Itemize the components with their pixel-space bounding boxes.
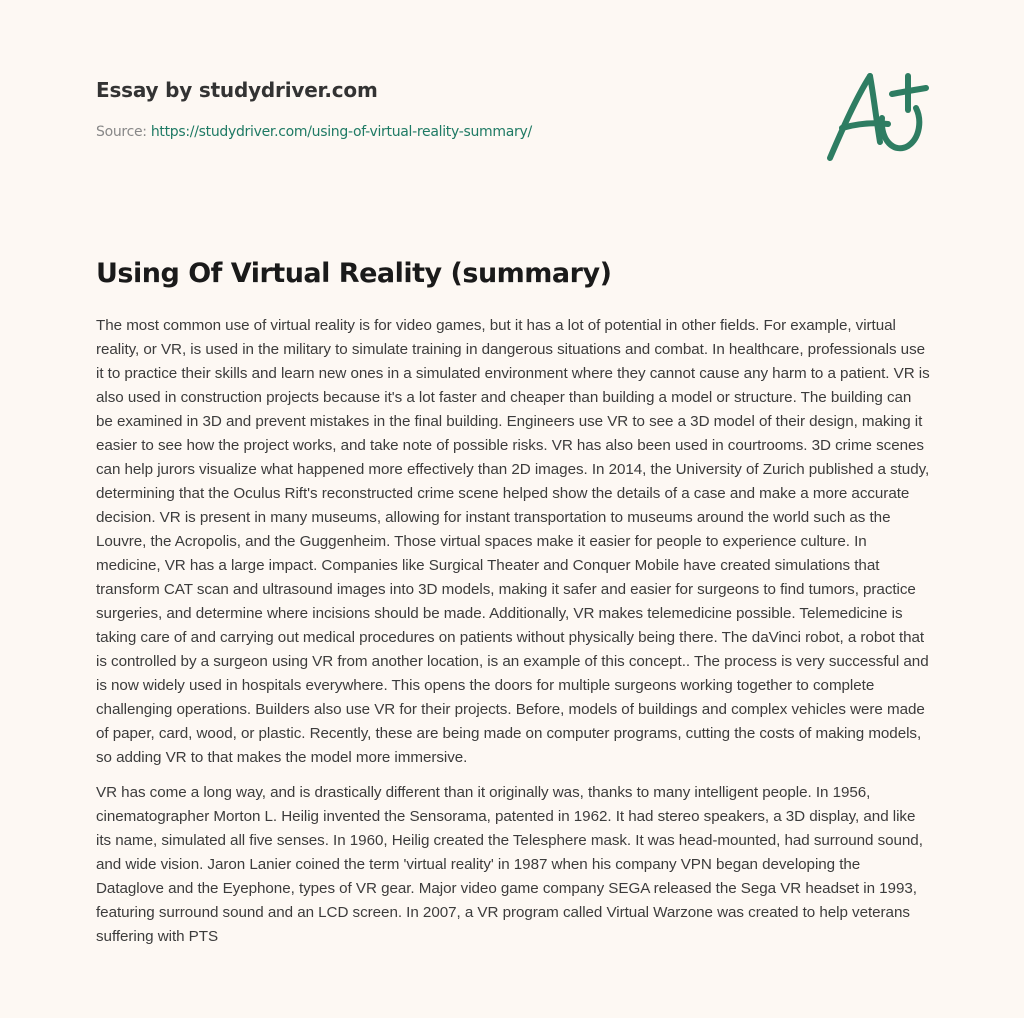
page-header [96, 76, 796, 142]
site-title: Essay by studydriver.com [96, 78, 378, 102]
essay-title: Using Of Virtual Reality (summary) [96, 258, 612, 289]
essay-paragraph: VR has come a long way, and is drastically different than it originally was, thanks to many intelligent people. In 1956, cinematographer Morton L. Heilig invented the Sensorama, patented in 1962. It had stereo speakers, a 3D display, and like its name, simulated all five senses. In 1960, Heilig created the Telesphere mask. It was head-mounted, had surround sound, and wide vision. Jaron Lanier coined the term 'virtual reality' in 1987 when his company VPN began developing the Dataglove and the Eyephone, types of VR gear. Major video game company SEGA released the Sega VR headset in 1993, featuring surround sound and an LCD screen. In 2007, a VR program called Virtual Warzone was created to help veterans suffering with PTS [96, 784, 923, 945]
essay-paragraph: The most common use of virtual reality is for video games, but it has a lot of potential in other fields. For example, virtual reality, or VR, is used in the military to simulate training in dangerous situations and combat. In healthcare, professionals use it to practice their skills and learn new ones in a simulated environment where they cannot cause any harm to a patient. VR is also used in construction projects because it's a lot faster and cheaper than building a model or structure. The building can be examined in 3D and prevent mistakes in the final building. Engineers use VR to see a 3D model of their design, making it easier to see how the project works, and take note of possible risks. VR has also been used in courtrooms. 3D crime scenes can help jurors visualize what happened more effectively than 2D images. In 2014, the University of Zurich published a study, determining that the Oculus Rift's reconstructed crime scene helped show the details of a case and make a more accurate decision. VR is present in many museums, allowing for instant transportation to museums around the world such as the Louvre, the Acropolis, and the Guggenheim. Those virtual spaces make it easier for people to experience culture. In medicine, VR has a large impact. Companies like Surgical Theater and Conquer Mobile have created simulations that transform CAT scan and ultrasound images into 3D models, making it safer and easier for surgeons to find tumors, practice surgeries, and determine where incisions should be made. Additionally, VR makes telemedicine possible. Telemedicine is taking care of and carrying out medical procedures on patients without physically being there. The daVinci robot, a robot that is controlled by a surgeon using VR from another location, is an example of this concept.. The process is very successful and is now widely used in hospitals everywhere. This opens the doors for multiple surgeons working together to complete challenging operations. Builders also use VR for their projects. Before, models of buildings and complex vehicles were made of paper, card, wood, or plastic. Recently, these are being made on computer programs, cutting the costs of making models, so adding VR to that makes the model more immersive. [96, 317, 930, 766]
a-plus-grade-icon [822, 68, 930, 164]
essay-body [96, 314, 932, 960]
source-label: Source: [96, 124, 151, 140]
source-link[interactable]: https://studydriver.com/using-of-virtual-reality-summary/ [150, 124, 532, 140]
source-line [96, 122, 796, 142]
